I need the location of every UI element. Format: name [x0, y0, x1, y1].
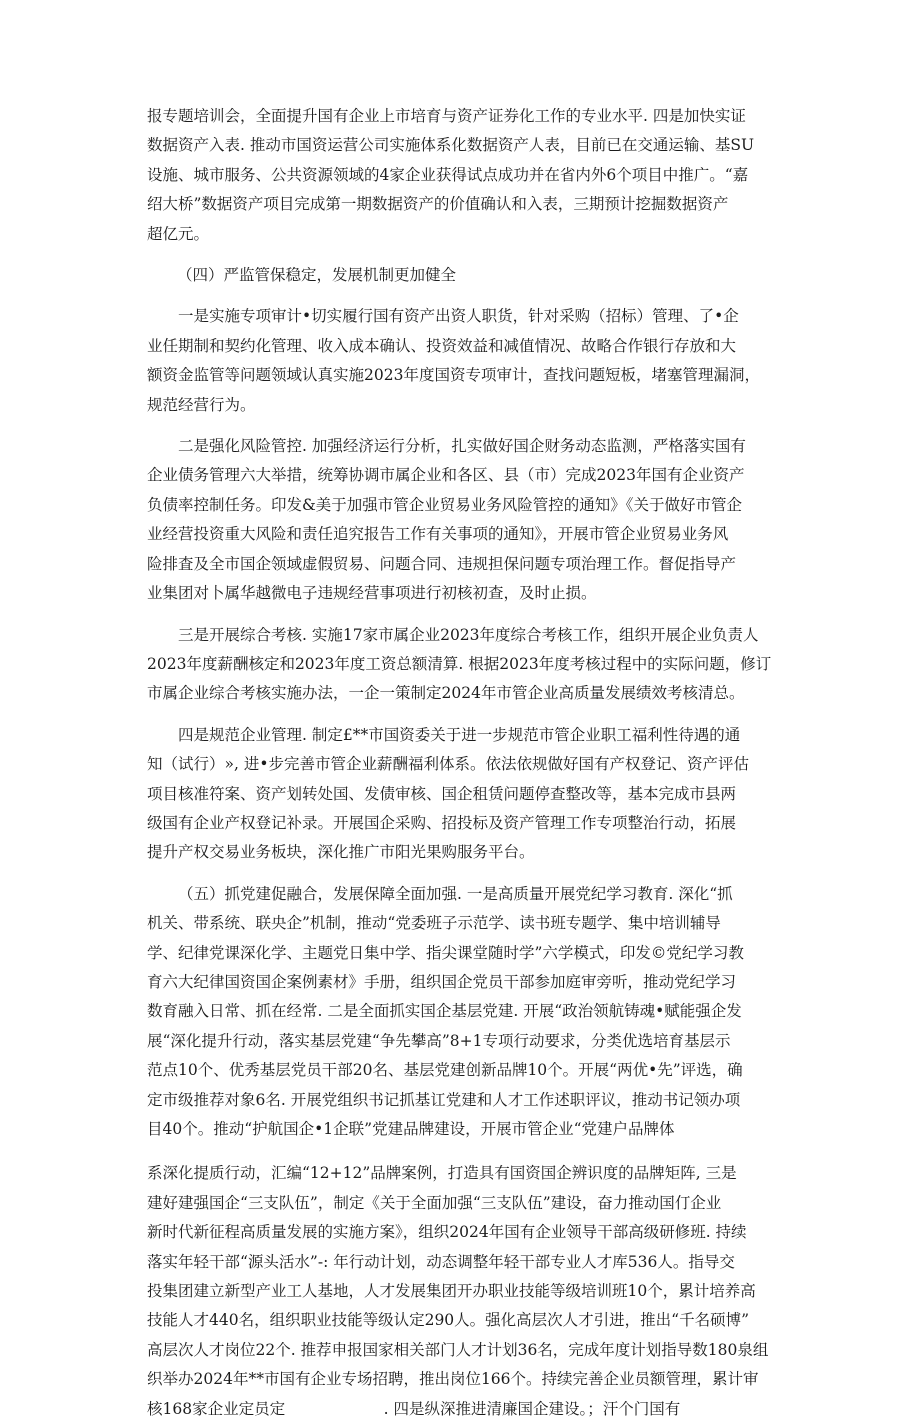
paragraph-special-audit [147, 302, 781, 420]
text-line: 2023年度薪酬核定和2023年度工资总额清算. 根据2023年度考核过程中的实际问题，修订 [147, 654, 772, 673]
text-line: 额资金监管等问题领域认真实施2023年度国资专项审计，查找问题短板，堵塞管理漏洞， [147, 366, 760, 385]
text-line: 险排査及全市国企领域虚假贸易、问题合同、违规担保问题专项治理工作。督促指导产 [147, 554, 737, 573]
text-line: 项目核准符案、资产划转处国、发债审核、国企租赁问题停查整改等，基本完成市县两 [147, 784, 737, 803]
paragraph-data-assets [147, 102, 781, 249]
text-line: 报专题培训会，全面提升国有企业上市培育与资产证券化工作的专业水平. 四是加快实证 [147, 107, 746, 125]
text-line: 企业债务管理六大举措，统筹协调市属企业和各区、县（市）完成2023年国有企业资产 [147, 466, 745, 485]
text-line: 织举办2024年**市国有企业专场招聘，推出岗位166个。持续完善企业员额管理，累计审 [147, 1370, 759, 1389]
text-line: （五）抓党建促融合，发展保障全面加强. 一是高质量开展党纪学习教育. 深化“抓 [178, 884, 733, 903]
text-line: 设施、城市服务、公共资源领域的4家企业获得试点成功并在省内外6个项目中推广。“嘉 [147, 165, 749, 184]
text-line: 数育融入日常、抓在经常. 二是全面抓实国企基层党建. 开展“政治领航铸魂•赋能强企发 [147, 1002, 742, 1021]
text-line: 业集团对卜属华越微电子违规经营事项进行初核初查，及时止损。 [147, 584, 597, 603]
text-line: 投集团建立新型产业工人基地，人才发展集团开办职业技能等级培训班10个，累计培养高 [147, 1282, 756, 1301]
text-line: 负债率控制任务。印发&美于加强市管企业贸易业务风险管控的通知》《关于做好市管企 [147, 495, 743, 514]
text-line: 业任期制和契约化管理、收入成本确认、投资效益和减值情况、故略合作银行存放和大 [147, 336, 737, 355]
text-line: 超亿元。 [147, 224, 210, 243]
text-line: 级国有企业产权登记补录。开展国企采购、招投标及资产管理工作专项整治行动，拓展 [147, 813, 737, 832]
text-line: 四是规范企业管理. 制定£**市国资委关于进一步规范市管企业职工福利性待遇的通 [178, 725, 741, 744]
text-line: 规范经营行为。 [147, 395, 256, 414]
text-line: 三是开展综合考核. 实施17家市属企业2023年度综合考核工作，组织开展企业负责人 [178, 625, 759, 644]
text-line: 绍大桥”数据资产项目完成第一期数据资产的价值确认和入表，三期预计挖掘数据资产 [147, 195, 729, 214]
text-line: 市属企业综合考核实施办法，一企一策制定2024年市管企业高质量发展绩效考核清总。 [147, 684, 745, 703]
paragraph-risk-control [147, 432, 781, 608]
text-line: 机关、带系统、联央企”机制，推动“党委班子示范学、读书班专题学、集中培训辅导 [147, 914, 721, 933]
text-line: 落实年轻干部“源头活水”-: 年行动计划，动态调整年轻干部专业人才库536人。指导交 [147, 1252, 735, 1271]
text-line: 二是强化风险管控. 加强经济运行分析，扎实做好国企财务动态监测，严格落实国有 [178, 437, 746, 456]
text-line: 学、纪律党课深化学、主题党日集中学、指尖课堂随时学”六学模式，印发©党纪学习教 [147, 943, 744, 962]
paragraph-talent-teams [147, 1159, 781, 1424]
text-line: 一是实施专项审计•切实履行国有资产出资人职货，针对采购（招标）管理、了•企 [178, 307, 739, 326]
text-line: 新时代新征程高质量发展的实施方案》，组织2024年国有企业领导干部高级研修班. 持续 [147, 1223, 747, 1242]
paragraph-management [147, 721, 781, 868]
text-line: 范点10个、优秀基层党员干部20名、基层党建创新品牌10个。开展“两优•先”评选，确 [147, 1061, 743, 1080]
text-line: 业经营投资重大风险和责任追究报告工作有关事项的通知》，开展市管企业贸易业务风 [147, 525, 729, 544]
section-heading-four [147, 261, 781, 290]
text-line: 数据资产入表. 推动市国资运营公司实施体系化数据资产人表，目前已在交通运输、基SU [147, 136, 755, 155]
text-line: 建好建强国企“三支队伍”，制定《关于全面加强“三支队伍”建设，奋力推动国仃企业 [147, 1193, 722, 1212]
text-line: 定市级推荐对象6名. 开展党组织书记抓基讧党建和人才工作述职评议，推动书记领办项 [147, 1090, 741, 1109]
text-line: 核168家企业定员定 . 四是纵深推进清廉国企建设。；汗个门国有 [147, 1399, 681, 1418]
text-line: 目40个。推动“护航国企•1企联”党建品牌建设，开展市管企业“党建户品牌体 [147, 1120, 675, 1138]
document-page [147, 102, 781, 1424]
text-line: 提升产权交易业务板块，深化推广市阳光果购服务平台。 [147, 843, 535, 862]
text-line: 高层次人才岗位22个. 推荐申报国家相关部门人才计划36名，完成年度计划指导数180泉组 [147, 1340, 769, 1359]
paragraph-assessment [147, 621, 781, 709]
text-line: 知（试行）», 进•步完善市管企业薪酬福利体系。依法依规做好国有产权登记、资产评估 [147, 755, 749, 774]
paragraph-party-building [147, 880, 781, 1145]
text-line: 育六大纪律国资国企案例素材》手册，组织国企党员干部参加庭审旁听，推动党纪学习 [147, 972, 737, 991]
text-line: 技能人才440名，组织职业技能等级认定290人。强化高层次人才引进，推出“千名硕博” [147, 1311, 750, 1330]
text-line: 系深化提质行动，汇编“12+12”品牌案例，打造具有国资国企辨识度的品牌矩阵, 三是 [147, 1164, 737, 1183]
section-heading: （四）严监管保稳定，发展机制更加健全 [177, 266, 457, 285]
text-line: 展“深化提升行动，落实基层党建“争先攀高”8+1专项行动要求，分类优选培育基层示 [147, 1031, 731, 1050]
